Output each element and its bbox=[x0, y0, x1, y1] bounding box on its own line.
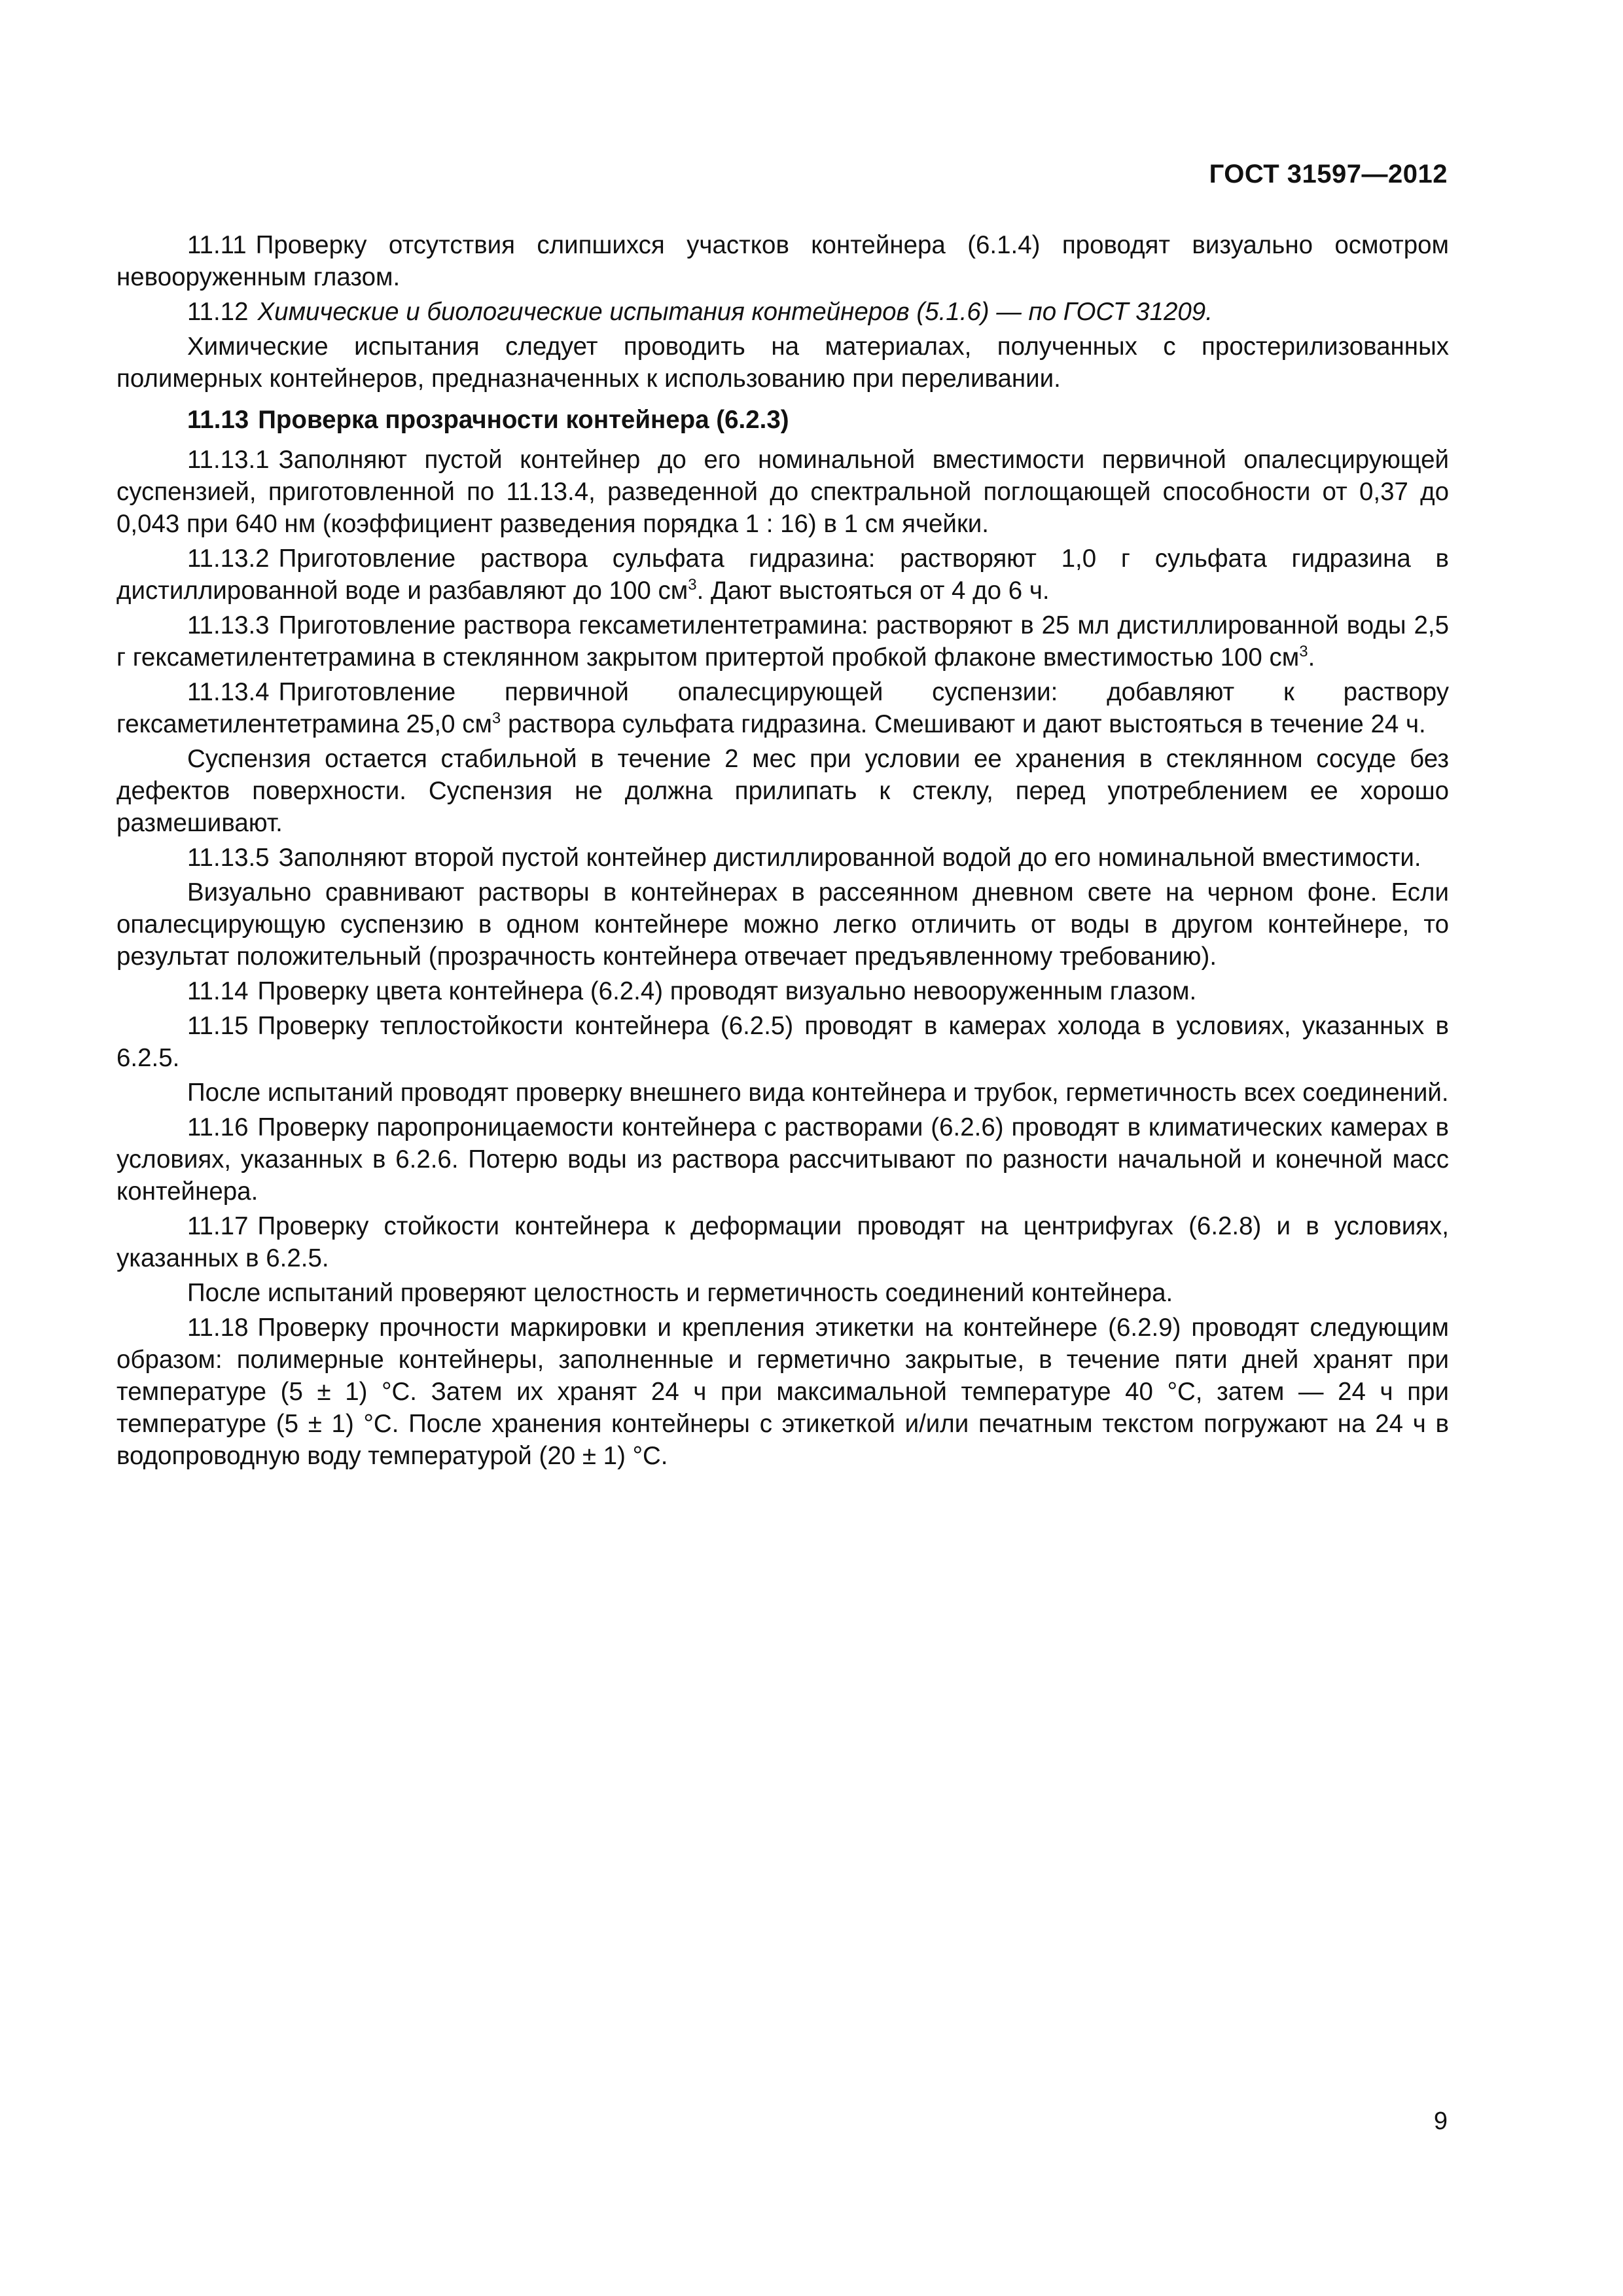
clause-text: Проверку паропроницаемости контейнера с растворами (6.2.6) проводят в климатических камерах в условиях, указанных в 6.2.6. Потерю воды из раствора рассчитывают по разности начальной и конечной масс контейнера. bbox=[116, 1113, 1449, 1206]
clause-11-17-note bbox=[116, 1277, 1449, 1309]
clause-number: 11.13.1 bbox=[187, 446, 270, 474]
clause-text: Проверку прочности маркировки и крепления этикетки на контейнере (6.2.9) проводят следующим образом: полимерные контейнеры, заполненные и герметично закрытые, в течение пяти дней хранят при температуре (5 ± 1) °С. Затем их хранят 24 ч при максимальной температуре 40 °С, затем — 24 ч при температуре (5 ± 1) °С. После хранения контейнеры с этикеткой и/или печатным текстом погружают на 24 ч в водопроводную воду температурой (20 ± 1) °С. bbox=[116, 1314, 1449, 1470]
clause-text: Химические и биологические испытания контейнеров (5.1.6) — по ГОСТ 31209. bbox=[257, 298, 1213, 326]
clause-11-13-heading bbox=[116, 404, 1449, 436]
clause-number: 11.13.2 bbox=[187, 545, 270, 573]
clause-11-17 bbox=[116, 1210, 1449, 1274]
clause-11-13-3 bbox=[116, 609, 1449, 673]
clause-number: 11.16 bbox=[187, 1113, 249, 1141]
clause-text: Заполняют второй пустой контейнер дистиллированной водой до его номинальной вместимости. bbox=[278, 844, 1421, 872]
clause-11-13-4 bbox=[116, 676, 1449, 740]
clause-text: Проверку цвета контейнера (6.2.4) проводят визуально невооруженным глазом. bbox=[257, 977, 1197, 1005]
clause-11-13-4-note bbox=[116, 743, 1449, 839]
clause-11-13-5-note bbox=[116, 876, 1449, 973]
clause-number: 11.13 bbox=[187, 406, 249, 434]
clause-11-16 bbox=[116, 1111, 1449, 1208]
clause-11-11 bbox=[116, 229, 1449, 293]
clause-number: 11.14 bbox=[187, 977, 249, 1005]
clause-11-13-5 bbox=[116, 842, 1449, 874]
clause-number: 11.18 bbox=[187, 1314, 249, 1342]
clause-11-15 bbox=[116, 1010, 1449, 1074]
page-number: 9 bbox=[1433, 2108, 1448, 2135]
clause-text-cont: . bbox=[1308, 643, 1315, 672]
clause-text: Заполняют пустой контейнер до его номинальной вместимости первичной опалесцирующей суспензией, приготовленной по 11.13.4, разведенной до спектральной поглощающей способности от 0,37 до 0,043 при 640 нм (коэффициент разведения порядка 1 : 16) в 1 см ячейки. bbox=[116, 446, 1449, 538]
clause-text: Химические испытания следует проводить на материалах, полученных с простерилизованных полимерных контейнеров, предназначенных к использованию при переливании. bbox=[116, 332, 1449, 393]
clause-text: Проверку теплостойкости контейнера (6.2.5) проводят в камерах холода в условиях, указанных в 6.2.5. bbox=[116, 1012, 1449, 1072]
clause-number: 11.17 bbox=[187, 1212, 249, 1240]
clause-number: 11.15 bbox=[187, 1012, 249, 1040]
clause-11-13-1 bbox=[116, 444, 1449, 540]
clause-number: 11.13.5 bbox=[187, 844, 270, 872]
clause-text: Проверку стойкости контейнера к деформации проводят на центрифугах (6.2.8) и в условиях, указанных в 6.2.5. bbox=[116, 1212, 1449, 1272]
clause-text: Проверку отсутствия слипшихся участков контейнера (6.1.4) проводят визуально осмотром невооруженным глазом. bbox=[116, 231, 1449, 291]
clause-number: 11.12 bbox=[187, 298, 249, 326]
clause-text-cont: . Дают выстояться от 4 до 6 ч. bbox=[696, 577, 1050, 605]
clause-text: Приготовление раствора сульфата гидразина: растворяют 1,0 г сульфата гидразина в дистиллированной воде и разбавляют до 100 см bbox=[116, 545, 1449, 605]
superscript: 3 bbox=[688, 576, 697, 594]
clause-number: 11.13.3 bbox=[187, 611, 270, 639]
clause-11-12 bbox=[116, 296, 1449, 328]
clause-text: После испытаний проводят проверку внешнего вида контейнера и трубок, герметичность всех соединений. bbox=[187, 1079, 1449, 1107]
document-designation: ГОСТ 31597—2012 bbox=[1209, 160, 1448, 188]
clause-11-14 bbox=[116, 975, 1449, 1007]
clause-11-12-note bbox=[116, 331, 1449, 395]
clause-11-18 bbox=[116, 1312, 1449, 1472]
clause-11-13-2 bbox=[116, 543, 1449, 607]
superscript: 3 bbox=[491, 709, 501, 727]
superscript: 3 bbox=[1299, 643, 1308, 660]
clause-text: Приготовление раствора гексаметилентетрамина: растворяют в 25 мл дистиллированной воды 2,5 г гексаметилентетрамина в стеклянном закрытом притертой пробкой флаконе вместимостью 100 см bbox=[116, 611, 1449, 672]
clause-heading-text: Проверка прозрачности контейнера (6.2.3) bbox=[258, 406, 789, 434]
clause-text-cont: раствора сульфата гидразина. Смешивают и дают выстояться в течение 24 ч. bbox=[501, 710, 1426, 738]
clause-number: 11.11 bbox=[187, 231, 247, 259]
document-body bbox=[116, 229, 1449, 1472]
clause-text: Визуально сравнивают растворы в контейнерах в рассеянном дневном свете на черном фоне. Если опалесцирующую суспензию в одном контейнере можно легко отличить от воды в другом контейнере, то результат положительный (прозрачность контейнера отвечает предъявленному требованию). bbox=[116, 878, 1449, 971]
clause-number: 11.13.4 bbox=[187, 678, 270, 706]
clause-text: Суспензия остается стабильной в течение 2 мес при условии ее хранения в стеклянном сосуде без дефектов поверхности. Суспензия не должна прилипать к стеклу, перед употреблением ее хорошо размешивают. bbox=[116, 745, 1449, 837]
clause-text: Приготовление первичной опалесцирующей суспензии: добавляют к раствору гексаметилентетрамина 25,0 см bbox=[116, 678, 1449, 738]
clause-text: После испытаний проверяют целостность и герметичность соединений контейнера. bbox=[187, 1279, 1173, 1307]
clause-11-15-note bbox=[116, 1077, 1449, 1109]
